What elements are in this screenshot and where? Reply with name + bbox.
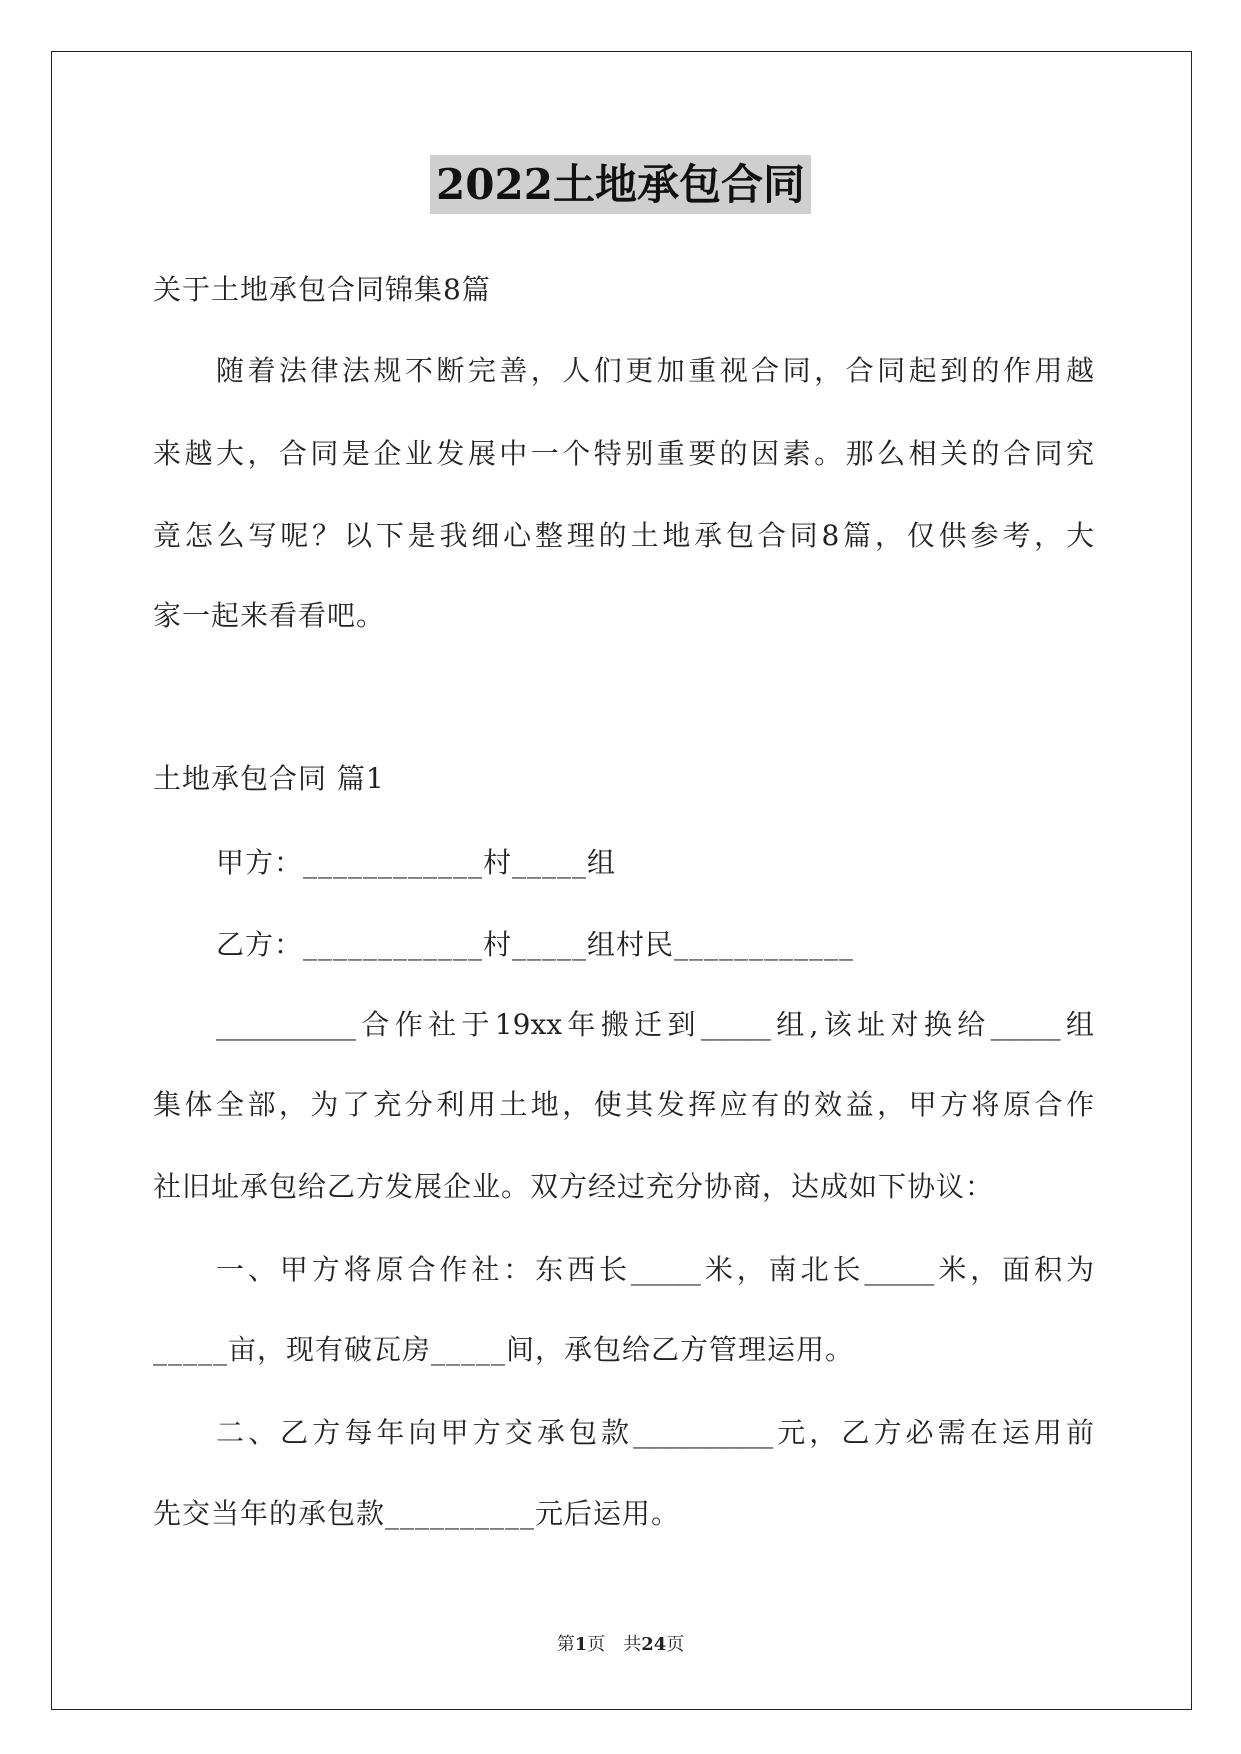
intro-line: 家一起来看看吧。	[153, 599, 386, 632]
preamble-line: __________合作社于19xx年搬迁到_____组,该址对换给_____组	[216, 1008, 1094, 1041]
page-footer	[0, 1633, 1241, 1657]
section-heading: 土地承包合同 篇1	[153, 762, 385, 795]
total-suffix: 页	[666, 1634, 685, 1655]
page-prefix: 第	[556, 1634, 575, 1655]
party-a-line: 甲方：____________村_____组	[216, 846, 617, 879]
total-pages: 24	[641, 1634, 667, 1655]
intro-line: 来越大，合同是企业发展中一个特别重要的因素。那么相关的合同究	[153, 437, 1094, 470]
total-prefix: 共	[623, 1634, 642, 1655]
preamble-line: 社旧址承包给乙方发展企业。双方经过充分协商，达成如下协议：	[153, 1170, 995, 1203]
page-number: 1	[574, 1634, 588, 1655]
clause-1-line: 一、甲方将原合作社：东西长_____米，南北长_____米，面积为	[216, 1253, 1094, 1286]
document-title: 2022土地承包合同	[430, 155, 811, 214]
clause-2-line: 二、乙方每年向甲方交承包款__________元，乙方必需在运用前	[216, 1416, 1094, 1449]
page-suffix: 页	[587, 1634, 606, 1655]
preamble-line: 集体全部，为了充分利用土地，使其发挥应有的效益，甲方将原合作	[153, 1088, 1094, 1121]
intro-line: 竟怎么写呢？以下是我细心整理的土地承包合同8篇，仅供参考，大	[153, 519, 1094, 552]
intro-line: 随着法律法规不断完善，人们更加重视合同，合同起到的作用越	[216, 354, 1094, 387]
document-subtitle: 关于土地承包合同锦集8篇	[153, 273, 491, 306]
title-container	[0, 155, 1241, 214]
party-b-line: 乙方：____________村_____组村民____________	[216, 928, 855, 961]
clause-1-line: _____亩，现有破瓦房_____间，承包给乙方管理运用。	[153, 1333, 855, 1366]
clause-2-line: 先交当年的承包款__________元后运用。	[153, 1497, 681, 1530]
